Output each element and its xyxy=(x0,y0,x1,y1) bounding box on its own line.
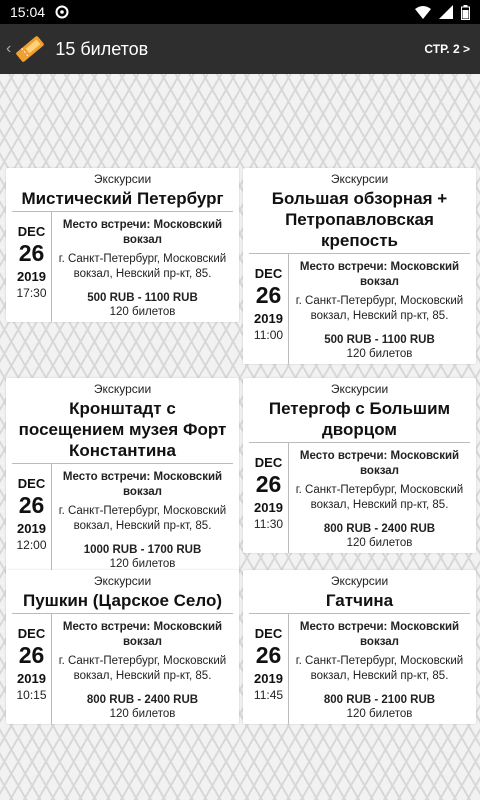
address: г. Санкт-Петербург, Московский вокзал, Невский пр-кт, 85. xyxy=(58,253,227,280)
card-body xyxy=(12,212,233,322)
date-time: 10:15 xyxy=(16,688,47,702)
address: г. Санкт-Петербург, Московский вокзал, Невский пр-кт, 85. xyxy=(58,655,227,682)
address: г. Санкт-Петербург, Московский вокзал, Невский пр-кт, 85. xyxy=(58,505,227,532)
card-title: Гатчина xyxy=(249,588,470,614)
ticket-count: 120 билетов xyxy=(346,348,413,360)
date-time: 12:00 xyxy=(16,538,47,552)
ticket-card[interactable] xyxy=(6,378,239,574)
ticket-logo-icon[interactable] xyxy=(13,32,47,66)
address: г. Санкт-Петербург, Московский вокзал, Невский пр-кт, 85. xyxy=(295,484,464,511)
address: г. Санкт-Петербург, Московский вокзал, Невский пр-кт, 85. xyxy=(295,655,464,682)
price-range: 800 RUB - 2400 RUB xyxy=(323,523,436,535)
ticket-count: 120 билетов xyxy=(346,708,413,720)
card-title: Большая обзорная + Петропавловская крепость xyxy=(249,186,470,254)
card-title: Кронштадт с посещением музея Форт Константина xyxy=(12,396,233,464)
date-day: 26 xyxy=(18,492,45,518)
app-bar xyxy=(0,24,480,74)
card-title: Петергоф с Большим дворцом xyxy=(249,396,470,443)
date-column xyxy=(12,212,52,322)
date-month: DEC xyxy=(254,626,283,641)
date-month: DEC xyxy=(17,224,46,239)
date-month: DEC xyxy=(17,626,46,641)
price-range: 800 RUB - 2400 RUB xyxy=(86,694,199,706)
price-range: 500 RUB - 1100 RUB xyxy=(87,292,198,304)
date-year: 2019 xyxy=(17,671,46,686)
card-body xyxy=(249,254,470,364)
date-time: 11:00 xyxy=(253,328,284,342)
date-day: 26 xyxy=(18,240,45,266)
back-chevron-icon[interactable]: ‹ xyxy=(6,40,12,57)
card-category: Экскурсии xyxy=(93,574,152,588)
date-year: 2019 xyxy=(17,521,46,536)
info-column xyxy=(52,212,233,322)
card-category: Экскурсии xyxy=(93,382,152,396)
date-day: 26 xyxy=(18,642,45,668)
date-year: 2019 xyxy=(17,269,46,284)
card-category: Экскурсии xyxy=(330,574,389,588)
date-year: 2019 xyxy=(254,671,283,686)
battery-icon xyxy=(461,5,470,20)
ticket-card[interactable] xyxy=(243,168,476,364)
info-column xyxy=(52,464,233,574)
ticket-card[interactable] xyxy=(243,378,476,553)
date-month: DEC xyxy=(17,476,46,491)
ticket-card[interactable] xyxy=(6,168,239,322)
price-range: 500 RUB - 1100 RUB xyxy=(324,334,435,346)
date-column xyxy=(12,464,52,574)
ticket-count: 120 билетов xyxy=(109,306,176,318)
date-column xyxy=(12,614,52,724)
wifi-icon xyxy=(415,5,431,19)
card-title: Мистический Петербург xyxy=(12,186,233,212)
status-icons xyxy=(415,5,470,20)
price-range: 1000 RUB - 1700 RUB xyxy=(83,544,202,556)
ticket-count: 120 билетов xyxy=(346,537,413,549)
date-month: DEC xyxy=(254,455,283,470)
address: г. Санкт-Петербург, Московский вокзал, Невский пр-кт, 85. xyxy=(295,295,464,322)
date-time: 17:30 xyxy=(16,286,47,300)
price-range: 800 RUB - 2100 RUB xyxy=(323,694,436,706)
date-time: 11:45 xyxy=(253,688,284,702)
ticket-count: 120 билетов xyxy=(109,708,176,720)
meeting-point: Место встречи: Московский вокзал xyxy=(62,219,223,246)
card-body xyxy=(249,443,470,553)
card-category: Экскурсии xyxy=(330,172,389,186)
info-column xyxy=(289,614,470,724)
card-body xyxy=(12,464,233,574)
date-column xyxy=(249,254,289,364)
status-bar xyxy=(0,0,480,24)
meeting-point: Место встречи: Московский вокзал xyxy=(62,471,223,498)
meeting-point: Место встречи: Московский вокзал xyxy=(62,621,223,648)
info-column xyxy=(289,254,470,364)
date-column xyxy=(249,443,289,553)
date-month: DEC xyxy=(254,266,283,281)
info-column xyxy=(289,443,470,553)
date-year: 2019 xyxy=(254,500,283,515)
date-day: 26 xyxy=(255,642,282,668)
meeting-point: Место встречи: Московский вокзал xyxy=(299,621,460,648)
ticket-count: 120 билетов xyxy=(109,558,176,570)
meeting-point: Место встречи: Московский вокзал xyxy=(299,450,460,477)
card-body xyxy=(249,614,470,724)
card-body xyxy=(12,614,233,724)
card-category: Экскурсии xyxy=(330,382,389,396)
info-column xyxy=(52,614,233,724)
sync-icon xyxy=(55,5,69,19)
next-page-button[interactable]: СТР. 2 > xyxy=(424,42,470,56)
page-title: 15 билетов xyxy=(55,38,149,59)
ticket-card[interactable] xyxy=(6,570,239,724)
date-day: 26 xyxy=(255,282,282,308)
card-category: Экскурсии xyxy=(93,172,152,186)
signal-icon xyxy=(439,5,453,19)
date-day: 26 xyxy=(255,471,282,497)
date-time: 11:30 xyxy=(253,517,284,531)
date-year: 2019 xyxy=(254,311,283,326)
meeting-point: Место встречи: Московский вокзал xyxy=(299,261,460,288)
card-title: Пушкин (Царское Село) xyxy=(12,588,233,614)
ticket-card[interactable] xyxy=(243,570,476,724)
status-time: 15:04 xyxy=(10,4,46,20)
date-column xyxy=(249,614,289,724)
